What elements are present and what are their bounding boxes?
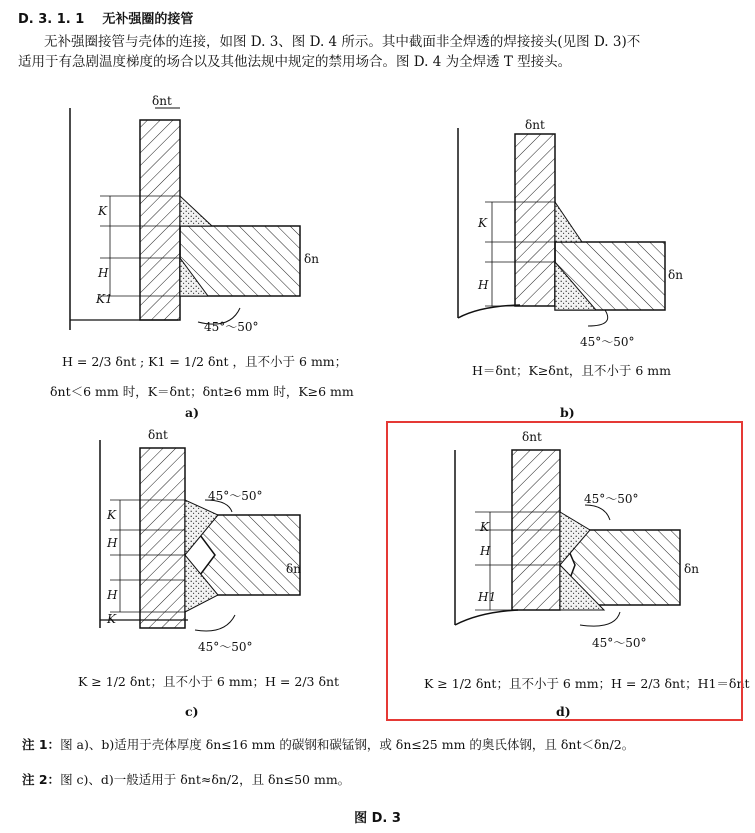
paragraph-line-1: 无补强圈接管与壳体的连接，如图 D. 3、图 D. 4 所示。其中截面非全焊透的焊接接头(见图 D. 3)不 [44,34,641,50]
fig-d-h1: H1 [478,590,497,604]
fig-b-dn: δn [668,268,683,282]
note-2-text: 图 c)、d)一般适用于 δnt≈δn/2，且 δn≤50 mm。 [60,772,351,787]
highlight-box-fig-d [386,421,743,721]
fig-b-h: H [478,278,489,292]
fig-a-label: a) [185,405,200,420]
section-title: 无补强圈的接管 [102,12,194,27]
fig-a-h: H [98,266,109,280]
fig-d-angle-bottom: 45°～50° [592,636,647,650]
fig-c-angle-bottom: 45°～50° [198,640,253,654]
fig-b-label: b) [560,405,575,420]
fig-d-label: d) [556,704,571,719]
fig-c-k-bottom: K [107,612,116,626]
fig-a-caption-1: H = 2/3 δnt ; K1 = 1/2 δnt ，且不小于 6 mm； [62,354,348,369]
note-2 [22,770,350,788]
fig-c-dn: δn [286,562,301,576]
figure-c-drawing [100,440,300,631]
fig-c-caption-1: K ≥ 1/2 δnt；且不小于 6 mm；H = 2/3 δnt [78,674,340,689]
figure-title: 图 D. 3 [354,811,401,826]
note-1-label: 注 1： [22,737,61,752]
fig-b-dnt: δnt [525,118,545,132]
note-1-text: 图 a)、b)适用于壳体厚度 δn≤16 mm 的碳钢和碳锰钢，或 δn≤25 mm 的奥氏体钢，且 δnt＜δn/2。 [60,737,635,752]
fig-d-angle-top: 45°～50° [584,492,639,506]
fig-d-dn: δn [684,562,699,576]
fig-c-h-bottom: H [107,588,118,602]
fig-a-k: K [98,204,107,218]
fig-d-dnt: δnt [522,430,542,444]
section-number: D. 3. 1. 1 [18,12,85,27]
fig-a-k1: K1 [96,292,113,306]
fig-a-angle: 45°～50° [204,320,259,334]
paragraph-line-2: 适用于有急剧温度梯度的场合以及其他法规中规定的禁用场合。图 D. 4 为全焊透 T 型接头。 [18,54,572,70]
fig-c-angle-top: 45°～50° [208,489,263,503]
note-1 [22,735,634,753]
note-2-label: 注 2： [22,772,61,787]
fig-d-caption-1: K ≥ 1/2 δnt；且不小于 6 mm；H = 2/3 δnt；H1＝δnt [424,676,750,691]
fig-b-caption-1: H＝δnt；K≥δnt，且不小于 6 mm [472,363,672,378]
figure-b-drawing [458,128,665,326]
fig-c-k-top: K [107,508,116,522]
fig-b-k: K [478,216,487,230]
fig-d-k: K [480,520,489,534]
fig-a-dnt: δnt [152,94,172,108]
fig-a-dn: δn [304,252,319,266]
fig-c-label: c) [185,704,199,719]
fig-b-angle: 45°～50° [580,335,635,349]
fig-c-h-top: H [107,536,118,550]
fig-d-h: H [480,544,491,558]
fig-c-dnt: δnt [148,428,168,442]
fig-a-caption-2: δnt＜6 mm 时，K＝δnt；δnt≥6 mm 时，K≥6 mm [50,384,354,399]
